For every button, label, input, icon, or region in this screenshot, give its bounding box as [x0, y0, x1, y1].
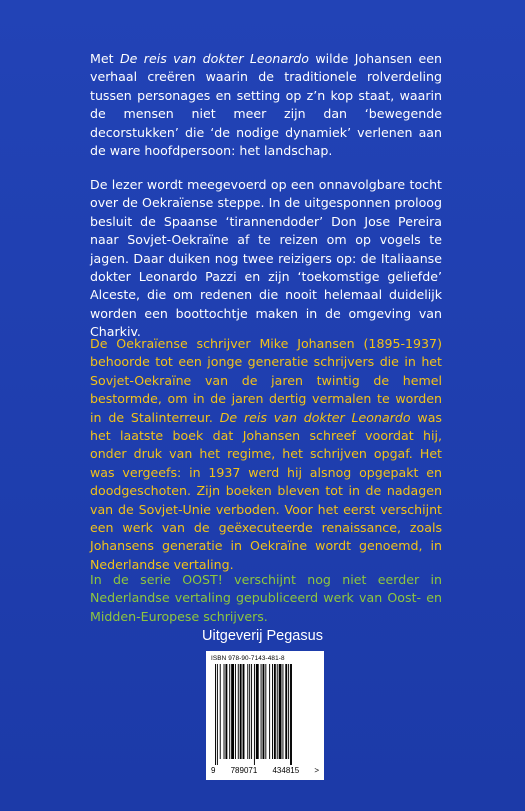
barcode-bars	[211, 664, 319, 765]
barcode-bar	[243, 664, 245, 759]
book-title-italic: De reis van dokter Leonardo	[219, 409, 411, 425]
barcode-digits-right: 434815	[272, 766, 300, 775]
barcode-bar	[251, 664, 252, 759]
book-title-italic: De reis van dokter Leonardo	[119, 51, 309, 66]
barcode-bar	[263, 664, 265, 759]
barcode-bar	[288, 664, 289, 759]
blurb-paragraph-1	[90, 50, 442, 160]
barcode-bar	[265, 664, 266, 759]
barcode-bar	[274, 664, 276, 759]
barcode-bar	[269, 664, 270, 759]
barcode-digits-left: 789071	[230, 766, 258, 775]
barcode-bar	[282, 664, 283, 759]
barcode-bar	[225, 664, 227, 759]
barcode-bar	[238, 664, 239, 759]
barcode-arrow: >	[314, 766, 319, 775]
barcode-bar	[272, 664, 273, 759]
isbn-label: ISBN 978-90-7143-481-8	[211, 655, 285, 662]
barcode-bar	[290, 664, 292, 765]
p3-pre: De Oekraïense schrijver Mike Johansen (1895-1937) behoorde tot een jonge generatie schrijvers die in het Sovjet-Oekraïne van de jaren twintig de hemel bestormde, om in de jaren dertig vermalen te worden in de Stalinterreur.	[90, 336, 442, 425]
barcode-bar	[224, 664, 225, 759]
barcode-bar	[215, 664, 216, 765]
barcode-bar	[254, 664, 255, 765]
barcode-bar	[256, 664, 259, 759]
barcode-bar	[220, 664, 221, 759]
blurb-paragraph-2: De lezer wordt meegevoerd op een onnavolgbare tocht over de Oekraïense steppe. In de uitgesponnen proloog besluit de Spaanse ‘tirannendoder’ Don Jose Pereira naar Sovjet-Oekraïne af te reizen om op vogels te jagen. Daar duiken nog twee reizigers op: de Italiaanse dokter Leonardo Pazzi en zijn ‘toekomstige geliefde’ Alceste, die om redenen die nooit helemaal duidelijk worden een boottochtje maken in de omgeving van Charkiv.	[90, 177, 442, 340]
barcode-bar	[285, 664, 287, 759]
barcode-bar	[277, 664, 278, 759]
barcode-box	[206, 651, 324, 780]
barcode-bar	[231, 664, 234, 759]
series-paragraph: In de serie OOST! verschijnt nog niet eerder in Nederlandse vertaling gepubliceerd werk van Oost- en Midden-Europese schrijvers.	[90, 572, 442, 624]
barcode-bar	[217, 664, 218, 765]
barcode-bar	[240, 664, 242, 759]
p1-pre: Met	[90, 51, 120, 66]
p1-post: wilde Johansen een verhaal creëren waarin de traditionele rolverdeling tussen personages en setting op z’n kop staat, waarin de mensen niet meer zijn dan ‘bewegende decorstukken’ die ‘de nodige dynamiek’ verlenen aan de ware hoofdpersoon: het landschap.	[90, 51, 443, 159]
barcode-bar	[249, 664, 250, 759]
barcode-bar	[279, 664, 282, 759]
author-paragraph	[90, 335, 442, 574]
barcode-digit-first: 9	[211, 766, 216, 775]
barcode-bar	[261, 664, 262, 759]
barcode-digits	[211, 765, 319, 777]
barcode-bar	[247, 664, 248, 759]
publisher-name: Uitgeverij Pegasus	[202, 628, 323, 644]
p3-post: was het laatste boek dat Johansen schreef voordat hij, onder druk van het regime, het schrijven opgaf. Het was vergeefs: in 1937 werd hij alsnog opgepakt en doodgeschoten. Zijn boeken bleven tot in de nadagen van de Sovjet-Unie verboden. Voor het eerst verschijnt een werk van de geëxecuteerde renaissance, zoals Johansens generatie in Oekraïne wordt genoemd, in Nederlandse vertaling.	[90, 409, 442, 572]
barcode-bar	[235, 664, 236, 759]
barcode-bar	[229, 664, 230, 759]
